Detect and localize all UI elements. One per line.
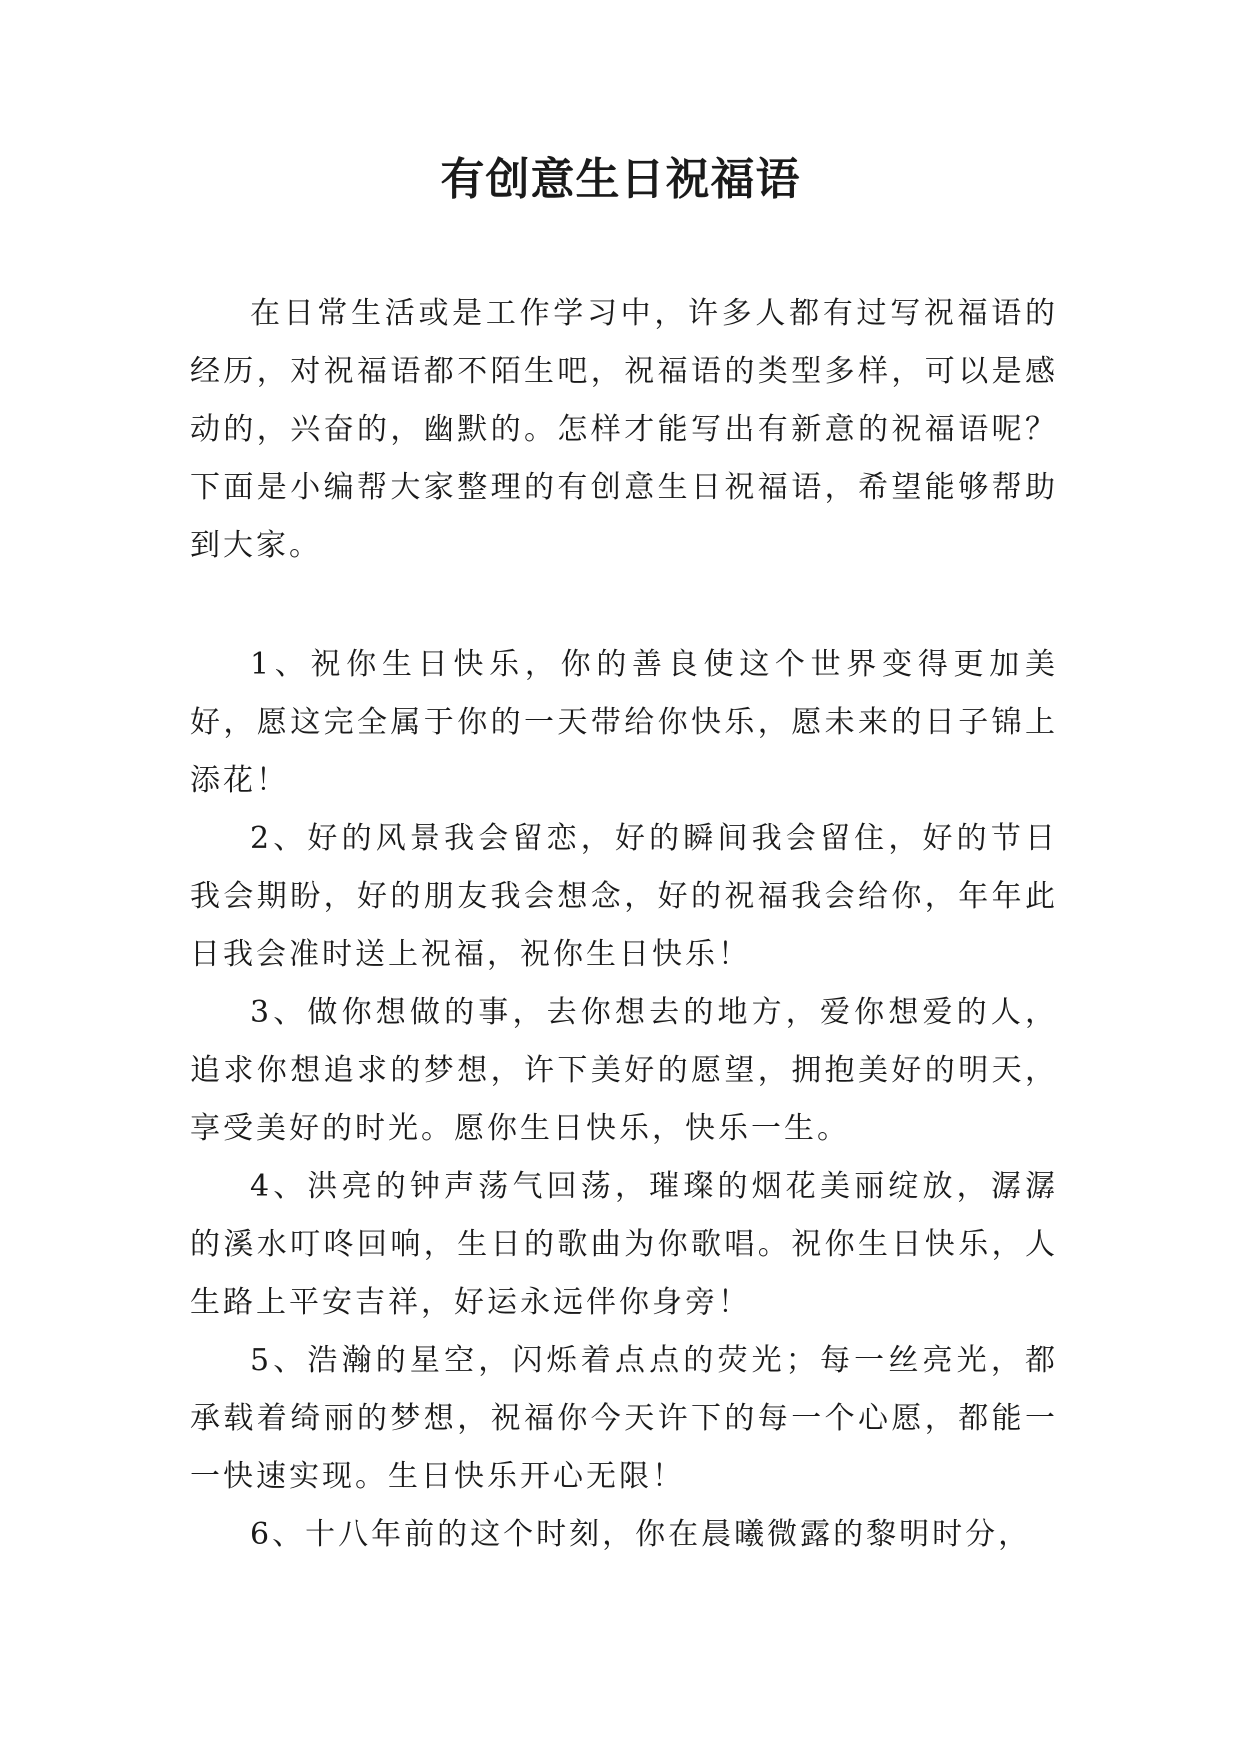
wish-item-4: 4、洪亮的钟声荡气回荡，璀璨的烟花美丽绽放，潺潺的溪水叮咚回响，生日的歌曲为你歌唱。祝你生日快乐，人生路上平安吉祥，好运永远伴你身旁！ — [190, 1169, 1058, 1320]
wish-item-6: 6、十八年前的这个时刻，你在晨曦微露的黎明时分， — [250, 1517, 1032, 1552]
wish-item-2: 2、好的风景我会留恋，好的瞬间我会留住，好的节日我会期盼，好的朋友我会想念，好的祝福我会给你，年年此日我会准时送上祝福，祝你生日快乐！ — [190, 821, 1058, 972]
wish-item-5: 5、浩瀚的星空，闪烁着点点的荧光；每一丝亮光，都承载着绮丽的梦想，祝福你今天许下的每一个心愿，都能一一快速实现。生日快乐开心无限！ — [190, 1343, 1058, 1494]
intro-section — [190, 285, 1058, 575]
wish-item-1: 1、祝你生日快乐，你的善良使这个世界变得更加美好，愿这完全属于你的一天带给你快乐，愿未来的日子锦上添花！ — [190, 647, 1058, 798]
wishes-list — [190, 636, 1058, 1564]
page-title: 有创意生日祝福语 — [440, 154, 801, 205]
intro-paragraph: 在日常生活或是工作学习中，许多人都有过写祝福语的经历，对祝福语都不陌生吧，祝福语的类型多样，可以是感动的，兴奋的，幽默的。怎样才能写出有新意的祝福语呢？下面是小编帮大家整理的有创意生日祝福语，希望能够帮助到大家。 — [190, 296, 1058, 563]
wish-item-3: 3、做你想做的事，去你想去的地方，爱你想爱的人，追求你想追求的梦想，许下美好的愿望，拥抱美好的明天，享受美好的时光。愿你生日快乐，快乐一生。 — [190, 995, 1058, 1146]
